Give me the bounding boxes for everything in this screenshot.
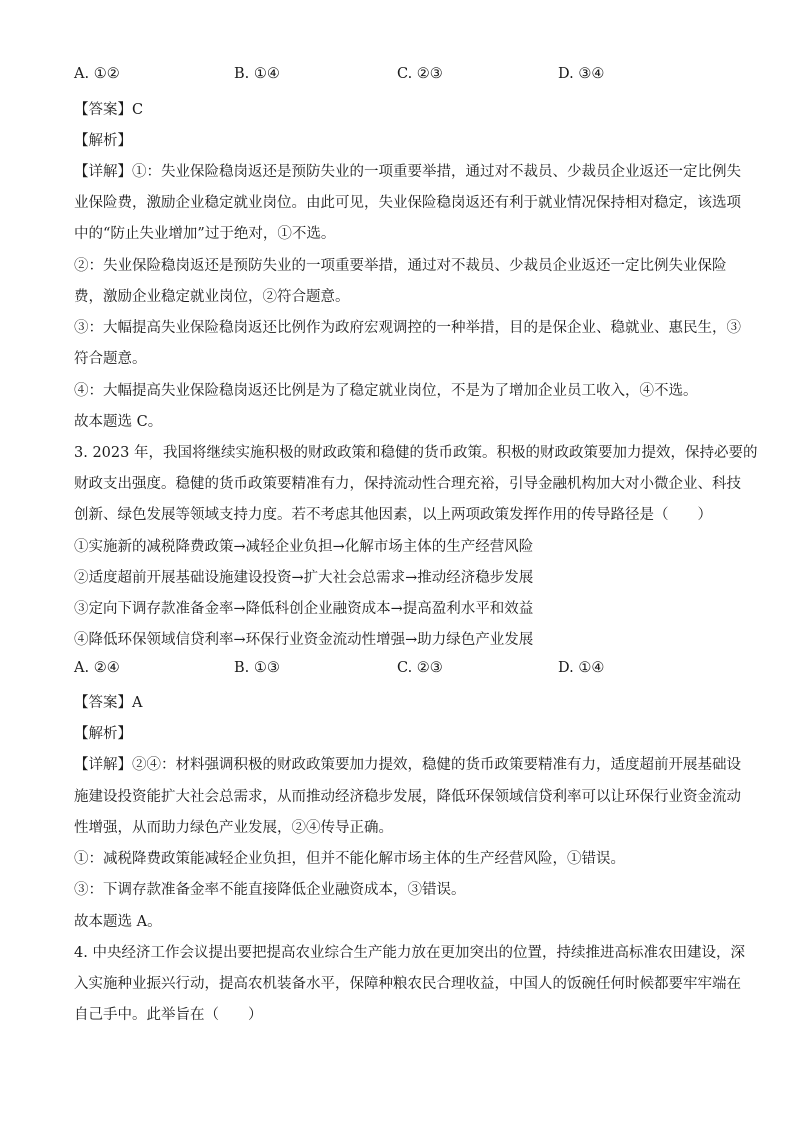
q3-detail-line: ①：减税降费政策能减轻企业负担，但并不能化解市场主体的生产经营风险，①错误。 [74, 851, 625, 867]
q3-options [74, 660, 734, 682]
q2-detail-line: 业保险费，激励企业稳定就业岗位。由此可见，失业保险稳岗返还有利于就业情况保持相对稳定，该选项 [74, 195, 741, 211]
q3-analysis-label: 【解析】 [74, 726, 132, 742]
q3-item-1: ①实施新的减税降费政策→减轻企业负担→化解市场主体的生产经营风险 [74, 539, 534, 555]
q2-detail-line: 费，激励企业稳定就业岗位，②符合题意。 [74, 289, 350, 305]
q3-conclusion: 故本题选 A。 [74, 914, 162, 930]
q2-detail-line: ④：大幅提高失业保险稳岗返还比例是为了稳定就业岗位，不是为了增加企业员工收入，④不选。 [74, 383, 698, 399]
q4-stem-line: 自己手中。此举旨在（ ） [74, 1007, 263, 1023]
q3-stem-line: 3. 2023 年，我国将继续实施积极的财政政策和稳健的货币政策。积极的财政政策要加力提效，保持必要的 [74, 445, 758, 461]
q3-detail-line: ③：下调存款准备金率不能直接降低企业融资成本，③错误。 [74, 882, 466, 898]
q2-detail-line: 中的“防止失业增加”过于绝对，①不选。 [74, 226, 336, 242]
q2-detail-line: ③：大幅提高失业保险稳岗返还比例作为政府宏观调控的一种举措，目的是保企业、稳就业、惠民生，③ [74, 320, 741, 336]
q3-stem-line: 财政支出强度。稳健的货币政策要精准有力，保持流动性合理充裕，引导金融机构加大对小微企业、科技 [74, 476, 741, 492]
q2-detail-line: ②：失业保险稳岗返还是预防失业的一项重要举措，通过对不裁员、少裁员企业返还一定比例失业保险 [74, 258, 727, 274]
q3-answer: 【答案】A [74, 695, 143, 711]
q3-option-b[interactable]: B. ①③ [234, 660, 280, 676]
q2-detail-line: 【详解】①：失业保险稳岗返还是预防失业的一项重要举措，通过对不裁员、少裁员企业返还一定比例失 [74, 164, 741, 180]
q2-option-a[interactable]: A. ①② [74, 66, 120, 82]
q2-conclusion: 故本题选 C。 [74, 414, 163, 430]
q2-option-b[interactable]: B. ①④ [234, 66, 280, 82]
q3-option-d[interactable]: D. ①④ [558, 660, 605, 676]
q3-detail-line: 【详解】②④：材料强调积极的财政政策要加力提效，稳健的货币政策要精准有力，适度超前开展基础设 [74, 757, 741, 773]
q3-detail-line: 性增强，从而助力绿色产业发展，②④传导正确。 [74, 820, 393, 836]
q3-detail-line: 施建设投资能扩大社会总需求，从而推动经济稳步发展，降低环保领域信贷利率可以让环保行业资金流动 [74, 789, 741, 805]
q3-option-a[interactable]: A. ②④ [74, 660, 120, 676]
q2-option-d[interactable]: D. ③④ [558, 66, 605, 82]
q3-item-4: ④降低环保领域信贷利率→环保行业资金流动性增强→助力绿色产业发展 [74, 632, 534, 648]
q3-item-3: ③定向下调存款准备金率→降低科创企业融资成本→提高盈利水平和效益 [74, 601, 534, 617]
q3-stem-line: 创新、绿色发展等领域支持力度。若不考虑其他因素，以上两项政策发挥作用的传导路径是（ ） [74, 507, 712, 523]
q3-item-2: ②适度超前开展基础设施建设投资→扩大社会总需求→推动经济稳步发展 [74, 570, 534, 586]
q4-stem-line: 4. 中央经济工作会议提出要把提高农业综合生产能力放在更加突出的位置，持续推进高标准农田建设，深 [74, 945, 745, 961]
q2-detail-line: 符合题意。 [74, 351, 147, 367]
q2-options [74, 66, 734, 88]
q3-option-c[interactable]: C. ②③ [397, 660, 443, 676]
q2-analysis-label: 【解析】 [74, 133, 132, 149]
q2-option-c[interactable]: C. ②③ [397, 66, 443, 82]
q2-answer: 【答案】C [74, 102, 144, 118]
q4-stem-line: 入实施种业振兴行动，提高农机装备水平，保障种粮农民合理收益，中国人的饭碗任何时候都要牢牢端在 [74, 976, 741, 992]
